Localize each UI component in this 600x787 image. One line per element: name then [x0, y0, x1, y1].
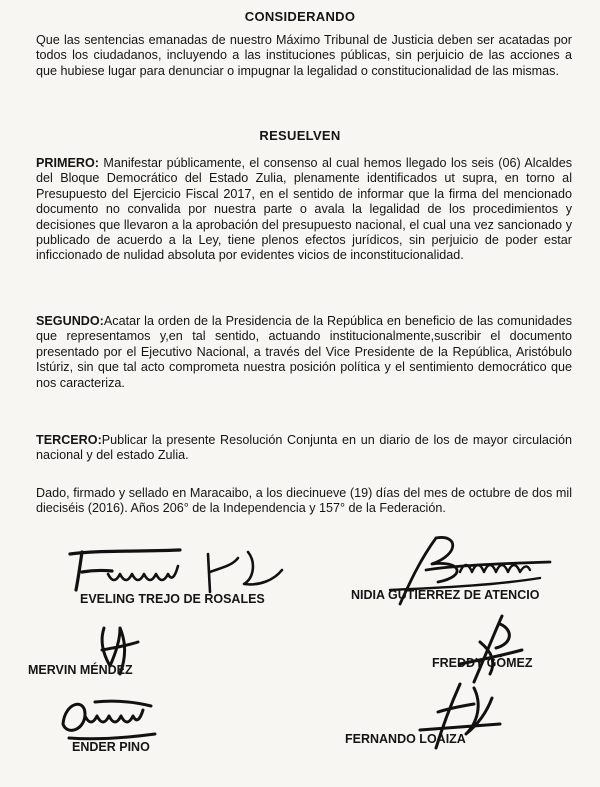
- primero-text: Manifestar públicamente, el consenso al cual hemos llegado los seis (06) Alcaldes del Bloque Democrático del Estado Zulia, plenamente identificados ut supra, en torno al Presupuesto del Ejercicio Fiscal 2017, en el sentido de informar que la firma del mencionado documento no convalida por nuestra parte o avala la legalidad de los procedimientos y decisiones que llevaron a la aprobación del presupuesto nacional, el cual una vez sancionado y publicado de acuerdo a la Ley, tiene plenos efectos jurídicos, sin perjuicio de poder estar inficcionado de nulidad absoluta por evidentes vicios de inconstitucionalidad.: [36, 156, 572, 263]
- closing-paragraph: Dado, firmado y sellado en Maracaibo, a los diecinueve (19) días del mes de octubre de dos mil dieciséis (2016). Años 206° de la Independencia y 157° de la Federación.: [36, 486, 572, 516]
- segundo-label: SEGUNDO:: [36, 314, 104, 328]
- segundo-text: Acatar la orden de la Presidencia de la República en beneficio de las comunidades que representamos y,en tal sentido, actuando institucionalmente,suscribir el documento presentado por el Ejecutivo Nacional, a través del Vice Presidente de la República, Aristóbulo Istúriz, sin que tal acto comprometa nuestra posición política y el sentimiento democrático que nos caracteriza.: [36, 314, 572, 390]
- considerando-heading: CONSIDERANDO: [244, 9, 356, 24]
- signatory-name: ENDER PINO: [72, 740, 150, 754]
- signatory-name: FREDDY GÓMEZ: [432, 656, 533, 670]
- tercero-label: TERCERO:: [36, 433, 102, 447]
- resuelven-heading: RESUELVEN: [259, 128, 341, 143]
- primero-paragraph: [36, 156, 572, 264]
- tercero-text: Publicar la presente Resolución Conjunta en un diario de los de mayor circulación nacional y del estado Zulia.: [36, 433, 572, 463]
- segundo-paragraph: [36, 314, 572, 391]
- signatory-name: NIDIA GUTIÉRREZ DE ATENCIO: [351, 588, 540, 602]
- signature-eveling: [60, 540, 300, 600]
- signatory-name: EVELING TREJO DE ROSALES: [80, 592, 265, 606]
- signatory-name: MERVIN MÉNDEZ: [28, 663, 133, 677]
- considerando-paragraph: Que las sentencias emanadas de nuestro Máximo Tribunal de Justicia deben ser acatadas por todos los ciudadanos, incluyendo a las instituciones públicas, sin perjuicio de las acciones a que hubiese lugar para denunciar o impugnar la legalidad o constitucionalidad de las mismas.: [36, 33, 572, 78]
- signatory-name: FERNANDO LOAIZA: [345, 732, 466, 746]
- tercero-paragraph: [36, 433, 572, 464]
- signature-fernando: [400, 678, 510, 758]
- primero-label: PRIMERO:: [36, 156, 99, 170]
